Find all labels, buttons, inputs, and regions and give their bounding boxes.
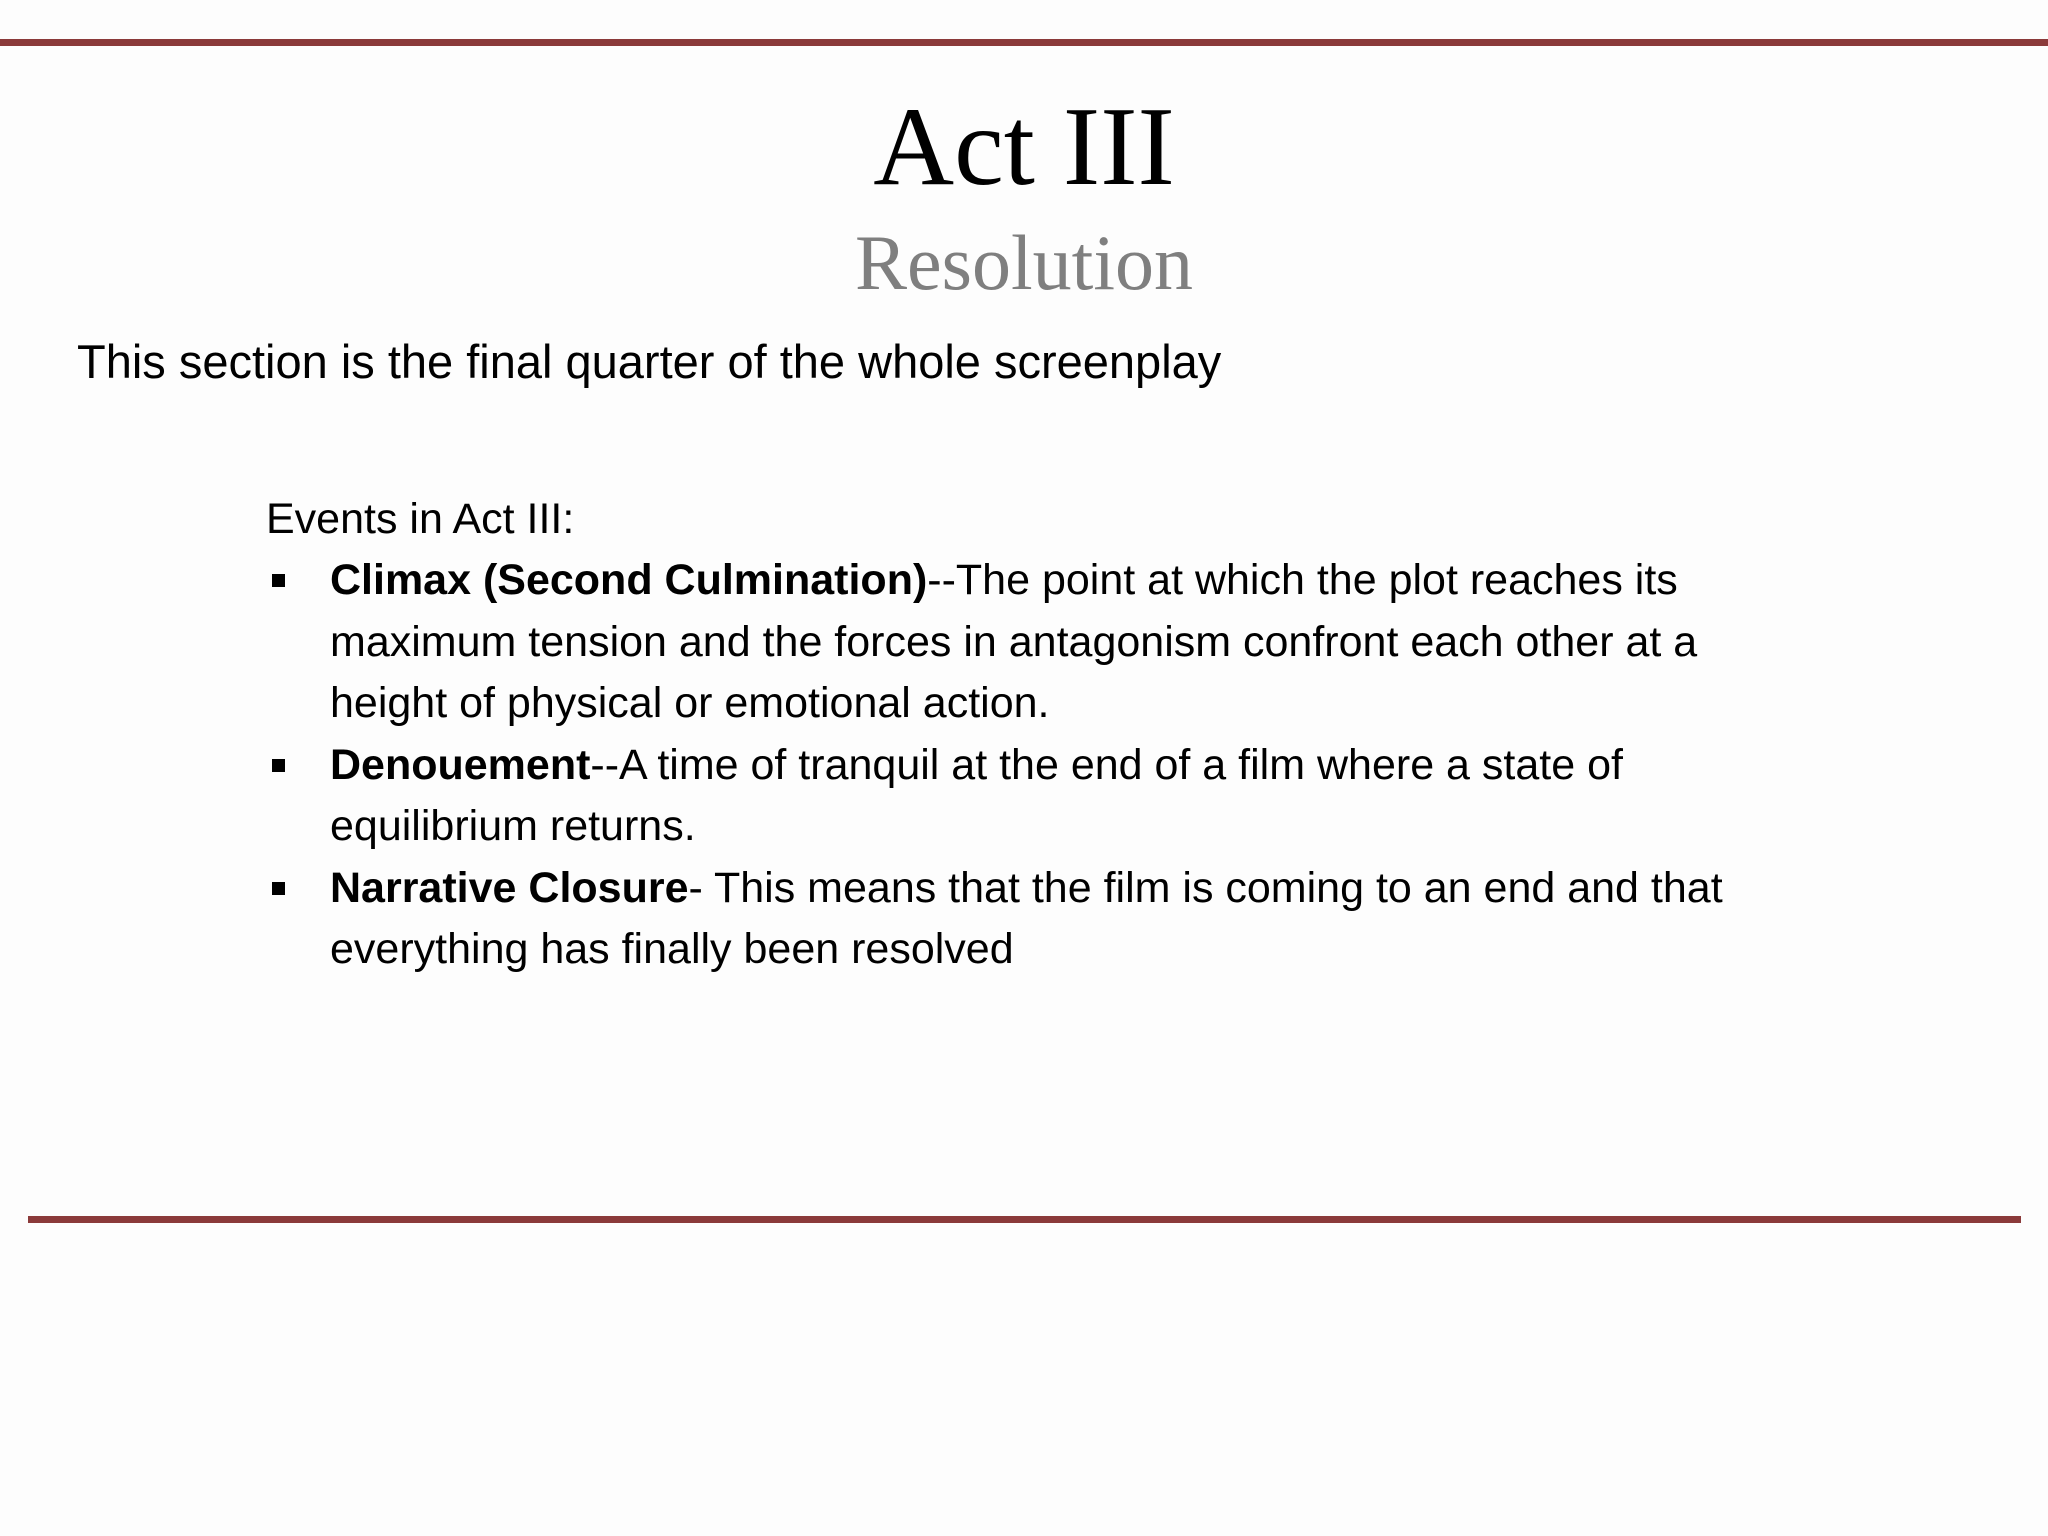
bullet-text: --A time of tranquil at the end of a film where a state of equilibrium returns.: [330, 740, 1623, 850]
square-bullet-icon: [272, 759, 285, 772]
bullet-term: Climax (Second Culmination): [330, 556, 928, 604]
bullet-text: --The point at which the plot reaches its maximum tension and the forces in antagonism confront each other at a height of physical or emotional action.: [330, 556, 1698, 727]
top-divider: [0, 39, 2048, 46]
events-list: [266, 550, 1786, 981]
slide-title: Act III: [873, 85, 1175, 209]
bullet-term: Denouement: [330, 740, 591, 789]
bullet-term: Narrative Closure: [330, 863, 689, 912]
square-bullet-icon: [272, 882, 285, 895]
list-item: [266, 858, 1786, 981]
slide-subtitle: Resolution: [854, 219, 1193, 306]
square-bullet-icon: [272, 574, 285, 587]
list-item: [266, 550, 1786, 735]
events-heading: Events in Act III:: [266, 495, 575, 543]
bullet-text: - This means that the film is coming to an end and that everything has finally been resolved: [330, 863, 1723, 973]
bottom-divider: [28, 1216, 2021, 1223]
intro-text: This section is the final quarter of the whole screenplay: [77, 335, 1222, 388]
events-section: [266, 488, 1786, 981]
list-item: [266, 735, 1786, 858]
